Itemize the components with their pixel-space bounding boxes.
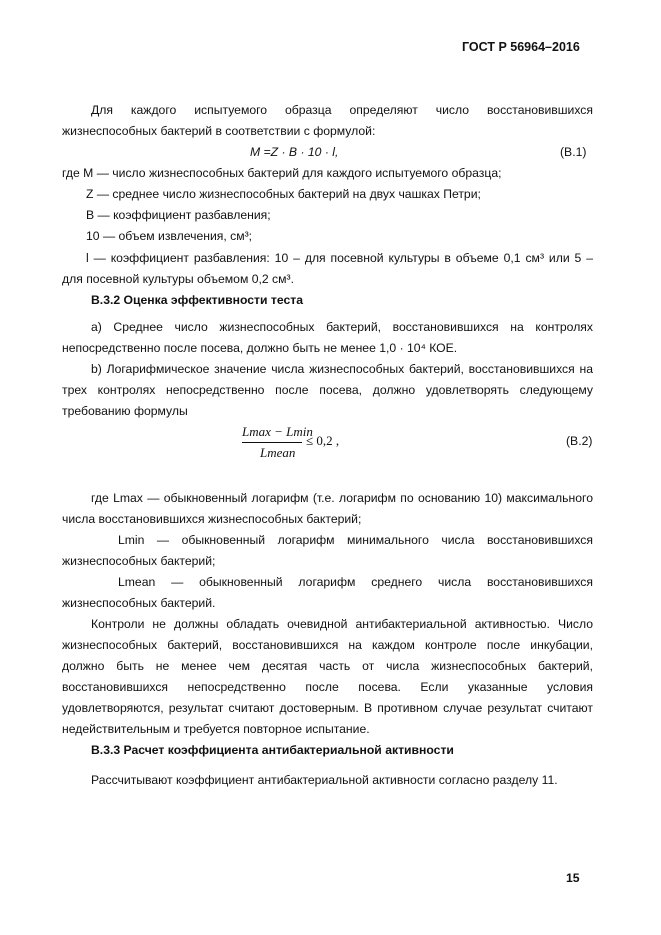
section-heading-b33: В.3.3 Расчет коэффициента антибактериальной активности (91, 743, 454, 757)
controls-paragraph-line: удовлетворяются, результат считают достоверным. В противном случае результат считают (62, 701, 593, 715)
final-paragraph: Рассчитывают коэффициент антибактериальной активности согласно разделу 11. (91, 773, 558, 787)
definition-lmin: Lmin — обыкновенный логарифм минимального числа восстановившихся (118, 533, 593, 547)
definition-lmax-cont: числа восстановившихся жизнеспособных бактерий; (62, 512, 362, 526)
formula-b2-number: (В.2) (566, 434, 593, 448)
item-b-line: b) Логарифмическое значение числа жизнеспособных бактерий, восстановившихся на (91, 362, 593, 376)
document-header (462, 40, 580, 54)
page-number: 15 (566, 871, 580, 885)
definition-m: где M — число жизнеспособных бактерий для каждого испытуемого образца; (62, 166, 502, 180)
paragraph-line: жизнеспособных бактерий в соответствии с формулой: (62, 124, 376, 138)
definition-lmean-cont: жизнеспособных бактерий. (62, 596, 216, 610)
definition-ten: 10 — объем извлечения, см³; (86, 229, 253, 243)
item-a-line: а) Среднее число жизнеспособных бактерий, восстановившихся на контролях (91, 320, 593, 334)
section-heading-b32: В.3.2 Оценка эффективности теста (91, 293, 304, 307)
definition-b: B — коэффициент разбавления; (86, 208, 271, 222)
formula-b2-denominator: Lmean (260, 445, 296, 460)
controls-paragraph-line: восстановившихся непосредственно после посева. Если указанные условия (62, 680, 593, 694)
definition-l-cont: для посевной культуры объемом 0,2 см³. (62, 272, 294, 286)
definition-z: Z — среднее число жизнеспособных бактерий на двух чашках Петри; (86, 187, 481, 201)
formula-b2-numerator: Lmax − Lmin (242, 424, 313, 439)
formula-b2-inequality: ≤ 0,2 , (306, 433, 340, 448)
controls-paragraph-line: жизнеспособных бактерий, восстановившихся на каждом контроле после инкубации, (62, 638, 593, 652)
controls-paragraph-line: должно быть не менее чем десятая часть от числа жизнеспособных бактерий, (62, 659, 593, 673)
controls-paragraph-line: Контроли не должны обладать очевидной антибактериальной активностью. Число (91, 617, 593, 631)
formula-b1: M =Z · B · 10 · l, (250, 145, 339, 159)
standard-id: ГОСТ Р 56964–2016 (462, 40, 580, 54)
definition-lmin-cont: жизнеспособных бактерий; (62, 554, 216, 568)
definition-l: l — коэффициент разбавления: 10 – для посевной культуры в объеме 0,1 см³ или 5 – (86, 251, 593, 265)
item-b-line: требованию формулы (62, 404, 188, 418)
fraction-bar (242, 442, 302, 443)
item-b-line: трех контролях непосредственно после посева, должно удовлетворять следующему (62, 383, 593, 397)
definition-lmean: Lmean — обыкновенный логарифм среднего числа восстановившихся (118, 575, 593, 589)
item-a-line: непосредственно после посева, должно быть не менее 1,0 · 10⁴ КОЕ. (62, 341, 458, 355)
definition-lmax: где Lmax — обыкновенный логарифм (т.е. логарифм по основанию 10) максимального (91, 491, 593, 505)
paragraph-line: Для каждого испытуемого образца определяют число восстановившихся (91, 103, 593, 117)
formula-b1-number: (В.1) (560, 145, 587, 159)
controls-paragraph-line: недействительным и требуется повторное испытание. (62, 722, 370, 736)
